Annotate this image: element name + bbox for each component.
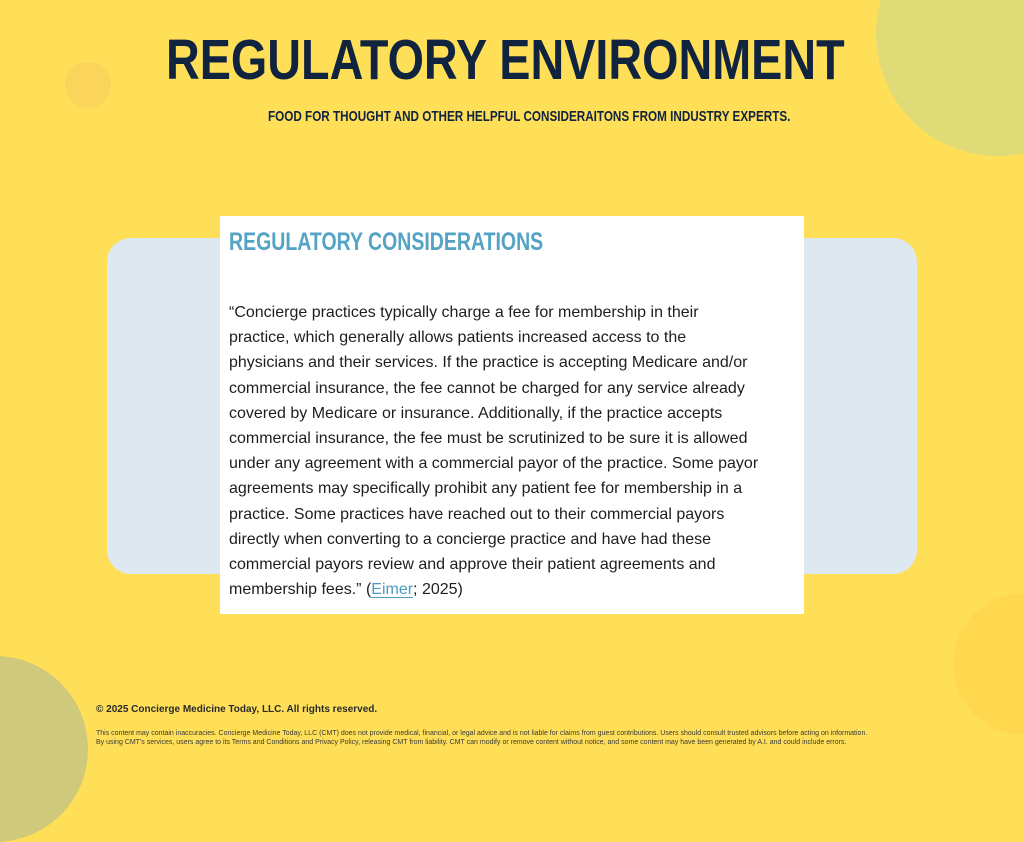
quote-line: practice. Some practices have reached out to their commercial payors xyxy=(229,505,725,523)
citation-author-link[interactable]: Eimer xyxy=(371,581,414,599)
quote-card xyxy=(220,216,804,614)
citation-suffix: ; 2025) xyxy=(413,581,463,599)
decorative-circle-bottom-left xyxy=(0,656,88,842)
disclaimer-line-1: This content may contain inaccuracies. Concierge Medicine Today, LLC (CMT) does not provide medical, financial, or legal advice and is not liable for claims from guest contributions. Users should consult trusted advisors before acting on information. xyxy=(96,730,868,737)
copyright-notice: © 2025 Concierge Medicine Today, LLC. All rights reserved. xyxy=(96,704,378,715)
quote-line: “Concierge practices typically charge a fee for membership in their xyxy=(229,304,699,321)
quote-line: under any agreement with a commercial payor of the practice. Some payor xyxy=(229,455,759,473)
decorative-circle-top-right xyxy=(876,0,1024,156)
decorative-circle-bottom-right xyxy=(953,593,1024,735)
disclaimer-text xyxy=(96,729,867,747)
quote-line: commercial insurance, the fee must be scrutinized to be sure it is allowed xyxy=(229,430,748,448)
quote-line: practice, which generally allows patients increased access to the xyxy=(229,329,687,347)
page-title: REGULATORY ENVIRONMENT xyxy=(166,28,845,92)
quote-line: commercial insurance, the fee cannot be charged for any service already xyxy=(229,379,745,397)
quote-last-line-prefix: membership fees.” ( xyxy=(229,581,372,599)
quote-last-line xyxy=(229,577,809,602)
decorative-circle-small xyxy=(65,62,111,108)
quote-text xyxy=(229,300,809,602)
card-heading: REGULATORY CONSIDERATIONS xyxy=(229,228,544,256)
quote-line: physicians and their services. If the practice is accepting Medicare and/or xyxy=(229,354,748,372)
quote-line: covered by Medicare or insurance. Additionally, if the practice accepts xyxy=(229,404,723,422)
disclaimer-line-2: By using CMT's services, users agree to its Terms and Conditions and Privacy Policy, releasing CMT from liability. CMT can modify or remove content without notice, and some content may have been generated by A.I. and could include errors. xyxy=(96,739,847,746)
quote-line: commercial payors review and approve their patient agreements and xyxy=(229,556,716,574)
page-subtitle: FOOD FOR THOUGHT AND OTHER HELPFUL CONSIDERAITONS FROM INDUSTRY EXPERTS. xyxy=(268,108,791,125)
quote-line: directly when converting to a concierge practice and have had these xyxy=(229,530,712,548)
quote-line: agreements may specifically prohibit any patient fee for membership in a xyxy=(229,480,743,498)
